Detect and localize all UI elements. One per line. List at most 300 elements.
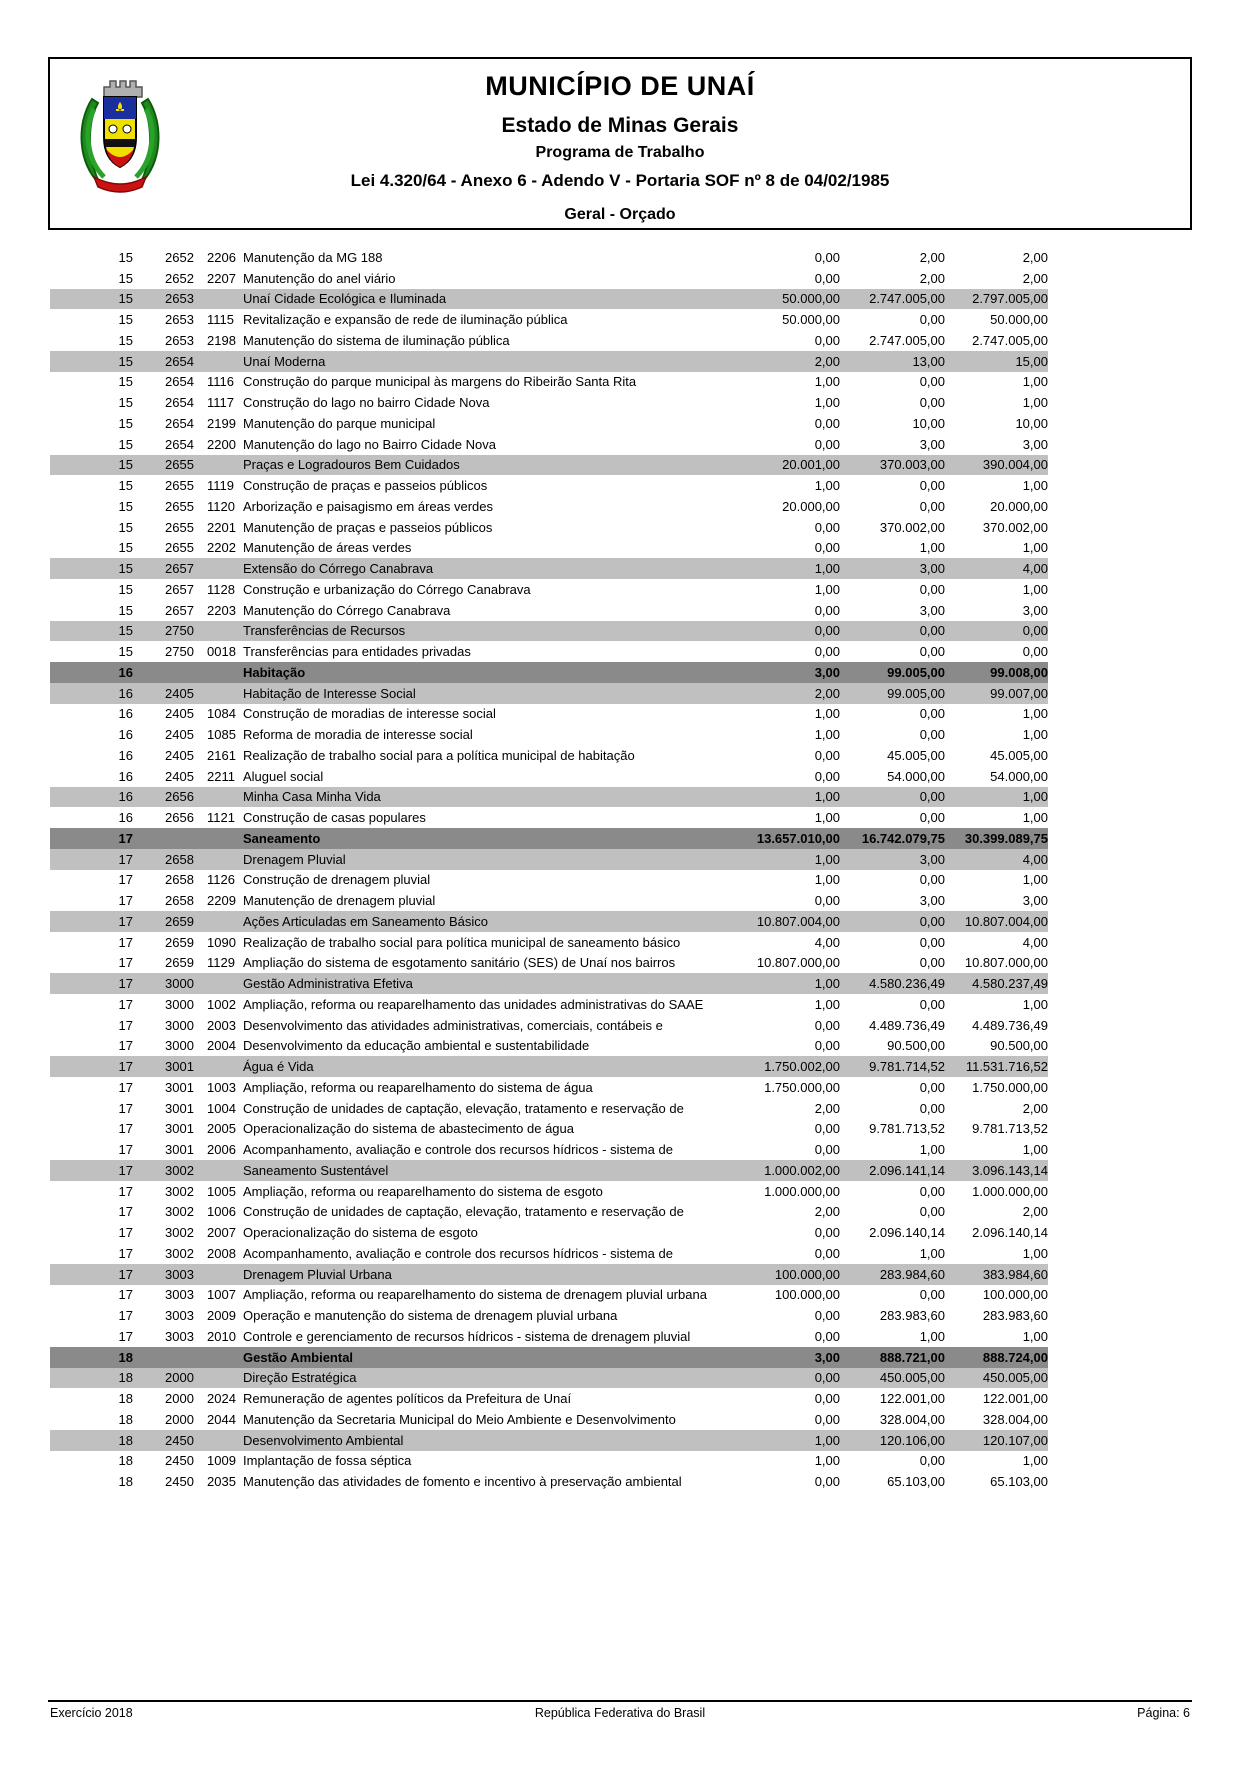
table-row <box>50 1119 1048 1140</box>
row-description: Operação e manutenção do sistema de drenagem pluvial urbana <box>243 1308 618 1324</box>
value-column-1: 0,00 <box>814 1017 840 1033</box>
program-code: 3000 <box>165 996 194 1012</box>
program-code: 2652 <box>165 270 194 286</box>
action-code: 2003 <box>207 1017 236 1033</box>
row-description: Direção Estratégica <box>243 1370 357 1386</box>
row-description: Saneamento <box>243 830 321 846</box>
value-column-2: 888.721,00 <box>879 1349 945 1365</box>
value-column-3: 1,00 <box>1022 727 1048 743</box>
value-column-3: 9.781.713,52 <box>972 1121 1048 1137</box>
value-column-3: 15,00 <box>1015 353 1048 369</box>
table-row <box>50 662 1048 683</box>
table-row <box>50 392 1048 413</box>
program-code: 2655 <box>165 457 194 473</box>
value-column-1: 1,00 <box>814 872 840 888</box>
table-row <box>50 1056 1048 1077</box>
row-description: Implantação de fossa séptica <box>243 1453 412 1469</box>
value-column-1: 1,00 <box>814 851 840 867</box>
value-column-1: 1.750.002,00 <box>764 1059 840 1075</box>
value-column-2: 0,00 <box>919 727 945 743</box>
row-function-number: 17 <box>118 1121 133 1137</box>
program-code: 2657 <box>165 602 194 618</box>
table-row <box>50 621 1048 642</box>
value-column-1: 20.001,00 <box>782 457 840 473</box>
program-code: 2654 <box>165 374 194 390</box>
row-function-number: 18 <box>118 1474 133 1490</box>
table-row <box>50 1347 1048 1368</box>
action-code: 1007 <box>207 1287 236 1303</box>
row-function-number: 17 <box>118 1162 133 1178</box>
action-code: 1003 <box>207 1079 236 1095</box>
row-function-number: 16 <box>118 664 133 680</box>
action-code: 1009 <box>207 1453 236 1469</box>
value-column-1: 2,00 <box>814 353 840 369</box>
table-row <box>50 849 1048 870</box>
table-row <box>50 932 1048 953</box>
table-row <box>50 1015 1048 1036</box>
value-column-1: 0,00 <box>814 602 840 618</box>
table-row <box>50 455 1048 476</box>
value-column-2: 370.003,00 <box>879 457 945 473</box>
value-column-3: 3,00 <box>1022 893 1048 909</box>
value-column-3: 1,00 <box>1022 1245 1048 1261</box>
table-row <box>50 579 1048 600</box>
value-column-2: 1,00 <box>919 540 945 556</box>
value-column-3: 390.004,00 <box>982 457 1048 473</box>
row-function-number: 17 <box>118 1017 133 1033</box>
value-column-1: 1,00 <box>814 374 840 390</box>
value-column-2: 99.005,00 <box>887 664 945 680</box>
table-row <box>50 1471 1048 1492</box>
value-column-1: 0,00 <box>814 893 840 909</box>
row-description: Manutenção de drenagem pluvial <box>243 893 436 909</box>
value-column-2: 2.096.140,14 <box>869 1225 945 1241</box>
row-function-number: 15 <box>118 415 133 431</box>
row-description: Transferências de Recursos <box>243 623 406 639</box>
row-function-number: 18 <box>118 1432 133 1448</box>
program-code: 3000 <box>165 1017 194 1033</box>
row-description: Unaí Moderna <box>243 353 326 369</box>
value-column-3: 328.004,00 <box>982 1411 1048 1427</box>
row-description: Minha Casa Minha Vida <box>243 789 381 805</box>
value-column-2: 16.742.079,75 <box>861 830 945 846</box>
action-code: 1129 <box>207 955 235 971</box>
row-function-number: 15 <box>118 395 133 411</box>
table-row <box>50 807 1048 828</box>
row-function-number: 15 <box>118 457 133 473</box>
program-code: 2658 <box>165 851 194 867</box>
table-row <box>50 973 1048 994</box>
row-description: Construção e urbanização do Córrego Canabrava <box>243 581 531 597</box>
value-column-3: 10.807.000,00 <box>964 955 1048 971</box>
value-column-1: 0,00 <box>814 332 840 348</box>
action-code: 1084 <box>207 706 236 722</box>
action-code: 1090 <box>207 934 236 950</box>
value-column-1: 1.750.000,00 <box>764 1079 840 1095</box>
value-column-1: 0,00 <box>814 747 840 763</box>
program-code: 2656 <box>165 789 194 805</box>
table-row <box>50 683 1048 704</box>
table-row <box>50 1326 1048 1347</box>
value-column-3: 10,00 <box>1015 415 1048 431</box>
value-column-2: 120.106,00 <box>879 1432 945 1448</box>
row-function-number: 15 <box>118 623 133 639</box>
value-column-1: 0,00 <box>814 1121 840 1137</box>
action-code: 1006 <box>207 1204 236 1220</box>
program-code: 2655 <box>165 478 194 494</box>
row-function-number: 18 <box>118 1370 133 1386</box>
table-row <box>50 1036 1048 1057</box>
footer-country: República Federativa do Brasil <box>534 1706 706 1720</box>
table-row <box>50 600 1048 621</box>
value-column-3: 3.096.143,14 <box>972 1162 1048 1178</box>
table-row <box>50 538 1048 559</box>
program-code: 2655 <box>165 519 194 535</box>
row-description: Ações Articuladas em Saneamento Básico <box>243 913 488 929</box>
program-code: 2658 <box>165 872 194 888</box>
action-code: 1002 <box>207 996 236 1012</box>
row-description: Aluguel social <box>243 768 324 784</box>
value-column-1: 10.807.004,00 <box>756 913 840 929</box>
row-function-number: 15 <box>118 436 133 452</box>
value-column-2: 0,00 <box>919 623 945 639</box>
value-column-1: 1,00 <box>814 1453 840 1469</box>
program-code: 3002 <box>165 1162 194 1178</box>
row-description: Habitação de Interesse Social <box>243 685 416 701</box>
value-column-3: 1,00 <box>1022 1328 1048 1344</box>
program-code: 2750 <box>165 623 194 639</box>
program-code: 3001 <box>165 1100 194 1116</box>
row-description: Ampliação, reforma ou reaparelhamento do sistema de drenagem pluvial urbana <box>243 1287 707 1303</box>
action-code: 2044 <box>207 1411 236 1427</box>
page-title: MUNICÍPIO DE UNAÍ <box>485 71 755 101</box>
table-row <box>50 268 1048 289</box>
value-column-3: 0,00 <box>1022 623 1048 639</box>
table-row <box>50 953 1048 974</box>
row-function-number: 16 <box>118 747 133 763</box>
value-column-1: 10.807.000,00 <box>756 955 840 971</box>
value-column-1: 0,00 <box>814 436 840 452</box>
value-column-2: 0,00 <box>919 1204 945 1220</box>
table-row <box>50 1202 1048 1223</box>
value-column-2: 0,00 <box>919 996 945 1012</box>
row-description: Praças e Logradouros Bem Cuidados <box>243 457 460 473</box>
value-column-2: 283.983,60 <box>879 1308 945 1324</box>
value-column-1: 1,00 <box>814 581 840 597</box>
footer-page-number: Página: 6 <box>1137 1706 1190 1720</box>
value-column-3: 45.005,00 <box>990 747 1048 763</box>
program-code: 2405 <box>165 747 194 763</box>
report-name: Programa de Trabalho <box>535 144 705 161</box>
table-row <box>50 1181 1048 1202</box>
table-row <box>50 309 1048 330</box>
value-column-3: 1,00 <box>1022 395 1048 411</box>
value-column-1: 50.000,00 <box>782 291 840 307</box>
row-description: Construção do parque municipal às margens do Ribeirão Santa Rita <box>243 374 637 390</box>
row-function-number: 16 <box>118 810 133 826</box>
value-column-3: 1,00 <box>1022 1142 1048 1158</box>
value-column-3: 99.007,00 <box>990 685 1048 701</box>
program-code: 2000 <box>165 1411 194 1427</box>
row-description: Água é Vida <box>243 1059 314 1075</box>
row-description: Ampliação, reforma ou reaparelhamento do sistema de esgoto <box>243 1183 603 1199</box>
value-column-3: 450.005,00 <box>982 1370 1048 1386</box>
program-code: 2750 <box>165 644 194 660</box>
value-column-1: 1,00 <box>814 706 840 722</box>
row-function-number: 17 <box>118 1204 133 1220</box>
table-row <box>50 745 1048 766</box>
value-column-3: 2.797.005,00 <box>972 291 1048 307</box>
program-code: 2654 <box>165 436 194 452</box>
row-function-number: 17 <box>118 893 133 909</box>
row-function-number: 17 <box>118 1059 133 1075</box>
value-column-1: 100.000,00 <box>774 1266 840 1282</box>
value-column-3: 2.096.140,14 <box>972 1225 1048 1241</box>
report-header <box>48 57 1192 230</box>
row-description: Construção de casas populares <box>243 810 426 826</box>
row-function-number: 17 <box>118 1287 133 1303</box>
value-column-3: 370.002,00 <box>982 519 1048 535</box>
value-column-1: 3,00 <box>814 664 840 680</box>
value-column-2: 0,00 <box>919 478 945 494</box>
action-code: 1116 <box>207 374 234 390</box>
value-column-3: 120.107,00 <box>982 1432 1048 1448</box>
value-column-2: 0,00 <box>919 581 945 597</box>
table-row <box>50 330 1048 351</box>
action-code: 1128 <box>207 581 235 597</box>
row-description: Transferências para entidades privadas <box>243 644 471 660</box>
value-column-2: 4.489.736,49 <box>869 1017 945 1033</box>
program-code: 3000 <box>165 976 194 992</box>
program-code: 2654 <box>165 353 194 369</box>
row-function-number: 17 <box>118 1038 133 1054</box>
program-code: 3002 <box>165 1225 194 1241</box>
table-row <box>50 828 1048 849</box>
action-code: 2206 <box>207 249 236 265</box>
row-function-number: 15 <box>118 353 133 369</box>
row-function-number: 17 <box>118 1079 133 1095</box>
program-code: 3002 <box>165 1204 194 1220</box>
row-function-number: 17 <box>118 976 133 992</box>
program-code: 3002 <box>165 1245 194 1261</box>
row-description: Manutenção de praças e passeios públicos <box>243 519 493 535</box>
row-description: Construção do lago no bairro Cidade Nova <box>243 395 490 411</box>
scope-line: Geral - Orçado <box>564 206 676 223</box>
table-row <box>50 558 1048 579</box>
value-column-3: 4.580.237,49 <box>972 976 1048 992</box>
value-column-1: 3,00 <box>814 1349 840 1365</box>
row-description: Gestão Ambiental <box>243 1349 354 1365</box>
action-code: 2201 <box>207 519 236 535</box>
table-row <box>50 704 1048 725</box>
value-column-2: 2.747.005,00 <box>869 332 945 348</box>
value-column-1: 0,00 <box>814 1411 840 1427</box>
row-function-number: 15 <box>118 312 133 328</box>
row-function-number: 15 <box>118 561 133 577</box>
row-description: Construção de drenagem pluvial <box>243 872 431 888</box>
value-column-3: 888.724,00 <box>982 1349 1048 1365</box>
program-code: 2405 <box>165 706 194 722</box>
table-row <box>50 1451 1048 1472</box>
row-description: Construção de unidades de captação, elevação, tratamento e reservação de <box>243 1100 684 1116</box>
table-row <box>50 496 1048 517</box>
table-row <box>50 1368 1048 1389</box>
row-description: Ampliação, reforma ou reaparelhamento do sistema de água <box>243 1079 593 1095</box>
value-column-2: 0,00 <box>919 312 945 328</box>
value-column-2: 2.747.005,00 <box>869 291 945 307</box>
value-column-1: 0,00 <box>814 1038 840 1054</box>
table-row <box>50 994 1048 1015</box>
value-column-1: 0,00 <box>814 1225 840 1241</box>
program-code: 2657 <box>165 561 194 577</box>
row-description: Realização de trabalho social para a política municipal de habitação <box>243 747 635 763</box>
value-column-2: 122.001,00 <box>879 1391 945 1407</box>
value-column-2: 283.984,60 <box>879 1266 945 1282</box>
row-description: Drenagem Pluvial Urbana <box>243 1266 392 1282</box>
value-column-1: 1.000.002,00 <box>764 1162 840 1178</box>
table-row <box>50 289 1048 310</box>
value-column-1: 1,00 <box>814 810 840 826</box>
action-code: 2010 <box>207 1328 236 1344</box>
value-column-2: 9.781.714,52 <box>869 1059 945 1075</box>
value-column-3: 1,00 <box>1022 374 1048 390</box>
action-code: 2024 <box>207 1391 236 1407</box>
row-function-number: 17 <box>118 851 133 867</box>
action-code: 1115 <box>207 312 234 328</box>
action-code: 1005 <box>207 1183 236 1199</box>
row-function-number: 18 <box>118 1411 133 1427</box>
action-code: 1126 <box>207 872 235 888</box>
table-row <box>50 247 1048 268</box>
row-function-number: 17 <box>118 1308 133 1324</box>
program-code: 2652 <box>165 249 194 265</box>
program-code: 2659 <box>165 934 194 950</box>
program-code: 3003 <box>165 1308 194 1324</box>
value-column-1: 1,00 <box>814 996 840 1012</box>
row-description: Acompanhamento, avaliação e controle dos recursos hídricos - sistema de <box>243 1142 673 1158</box>
value-column-2: 0,00 <box>919 1079 945 1095</box>
table-row <box>50 1098 1048 1119</box>
budget-table-body <box>0 247 1241 1492</box>
table-row <box>50 372 1048 393</box>
value-column-2: 0,00 <box>919 1287 945 1303</box>
action-code: 2199 <box>207 415 236 431</box>
value-column-2: 370.002,00 <box>879 519 945 535</box>
row-function-number: 15 <box>118 249 133 265</box>
row-description: Reforma de moradia de interesse social <box>243 727 473 743</box>
row-function-number: 15 <box>118 581 133 597</box>
value-column-2: 3,00 <box>919 602 945 618</box>
value-column-3: 4,00 <box>1022 851 1048 867</box>
action-code: 1119 <box>207 478 234 494</box>
value-column-2: 0,00 <box>919 1183 945 1199</box>
program-code: 2657 <box>165 581 194 597</box>
row-function-number: 16 <box>118 685 133 701</box>
value-column-2: 4.580.236,49 <box>869 976 945 992</box>
value-column-2: 0,00 <box>919 810 945 826</box>
value-column-3: 1.000.000,00 <box>972 1183 1048 1199</box>
row-description: Manutenção do sistema de iluminação pública <box>243 332 510 348</box>
value-column-3: 4,00 <box>1022 561 1048 577</box>
value-column-3: 100.000,00 <box>982 1287 1048 1303</box>
value-column-3: 90.500,00 <box>990 1038 1048 1054</box>
row-function-number: 16 <box>118 789 133 805</box>
value-column-1: 2,00 <box>814 685 840 701</box>
program-code: 2656 <box>165 810 194 826</box>
value-column-1: 0,00 <box>814 415 840 431</box>
row-function-number: 18 <box>118 1391 133 1407</box>
value-column-2: 90.500,00 <box>887 1038 945 1054</box>
value-column-2: 0,00 <box>919 1100 945 1116</box>
action-code: 1121 <box>207 810 235 826</box>
action-code: 2198 <box>207 332 236 348</box>
value-column-1: 1.000.000,00 <box>764 1183 840 1199</box>
table-row <box>50 413 1048 434</box>
action-code: 2202 <box>207 540 236 556</box>
row-description: Desenvolvimento Ambiental <box>243 1432 404 1448</box>
row-description: Operacionalização do sistema de esgoto <box>243 1225 478 1241</box>
footer-divider <box>48 1700 1192 1702</box>
value-column-1: 0,00 <box>814 1391 840 1407</box>
row-description: Manutenção do lago no Bairro Cidade Nova <box>243 436 496 452</box>
value-column-1: 1,00 <box>814 727 840 743</box>
value-column-3: 50.000,00 <box>990 312 1048 328</box>
row-description: Manutenção de áreas verdes <box>243 540 412 556</box>
value-column-2: 328.004,00 <box>879 1411 945 1427</box>
table-row <box>50 1305 1048 1326</box>
program-code: 2405 <box>165 768 194 784</box>
row-function-number: 16 <box>118 727 133 743</box>
value-column-3: 3,00 <box>1022 436 1048 452</box>
program-code: 2653 <box>165 332 194 348</box>
value-column-2: 99.005,00 <box>887 685 945 701</box>
value-column-3: 30.399.089,75 <box>964 830 1048 846</box>
program-code: 2000 <box>165 1370 194 1386</box>
value-column-1: 13.657.010,00 <box>756 830 840 846</box>
action-code: 2211 <box>207 768 235 784</box>
program-code: 3001 <box>165 1079 194 1095</box>
value-column-1: 0,00 <box>814 1245 840 1261</box>
program-code: 3000 <box>165 1038 194 1054</box>
program-code: 2659 <box>165 955 194 971</box>
program-code: 3001 <box>165 1059 194 1075</box>
row-function-number: 17 <box>118 955 133 971</box>
row-description: Construção de moradias de interesse social <box>243 706 496 722</box>
row-function-number: 15 <box>118 270 133 286</box>
value-column-2: 0,00 <box>919 374 945 390</box>
row-function-number: 15 <box>118 644 133 660</box>
value-column-2: 2.096.141,14 <box>869 1162 945 1178</box>
value-column-2: 0,00 <box>919 1453 945 1469</box>
value-column-2: 1,00 <box>919 1142 945 1158</box>
table-row <box>50 475 1048 496</box>
value-column-2: 45.005,00 <box>887 747 945 763</box>
program-code: 2405 <box>165 727 194 743</box>
row-function-number: 16 <box>118 768 133 784</box>
table-row <box>50 517 1048 538</box>
value-column-3: 54.000,00 <box>990 768 1048 784</box>
row-description: Unaí Cidade Ecológica e Iluminada <box>243 291 447 307</box>
row-description: Drenagem Pluvial <box>243 851 346 867</box>
value-column-1: 1,00 <box>814 395 840 411</box>
row-function-number: 15 <box>118 498 133 514</box>
row-description: Desenvolvimento da educação ambiental e sustentabilidade <box>243 1038 590 1054</box>
value-column-3: 1,00 <box>1022 996 1048 1012</box>
row-function-number: 15 <box>118 540 133 556</box>
value-column-1: 0,00 <box>814 644 840 660</box>
value-column-3: 1,00 <box>1022 540 1048 556</box>
row-description: Desenvolvimento das atividades administrativas, comerciais, contábeis e <box>243 1017 663 1033</box>
